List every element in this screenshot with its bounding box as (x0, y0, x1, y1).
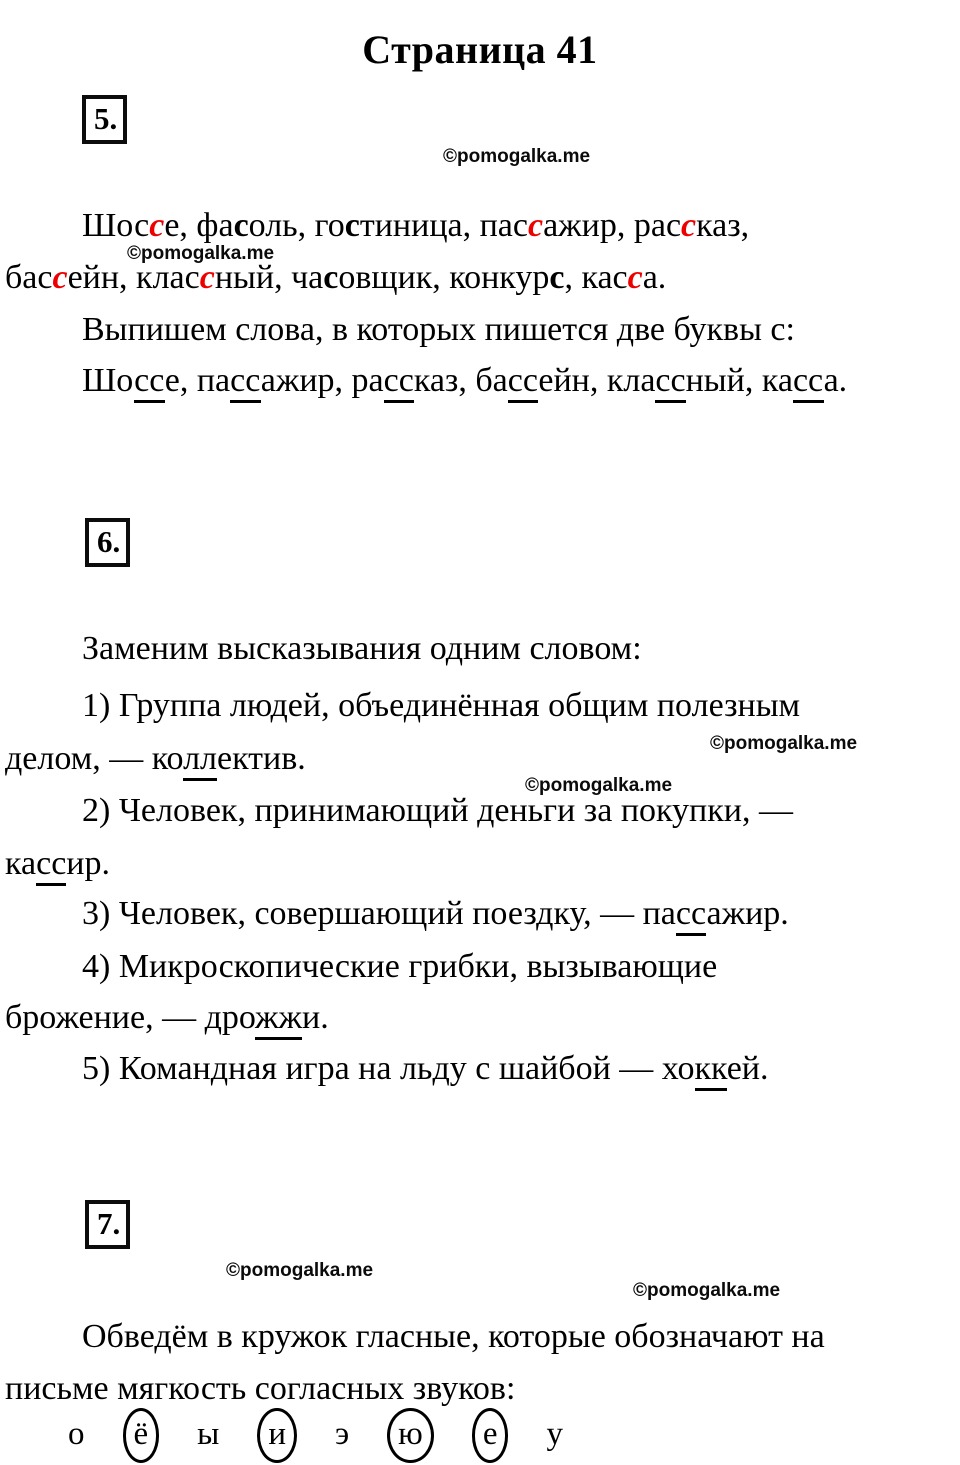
ex5-answer-words (82, 362, 847, 400)
text-segment: е, фа (164, 207, 234, 244)
text-segment-red: с (681, 207, 697, 244)
ex5-answer-intro (82, 311, 795, 349)
text-segment: ажир. (706, 895, 789, 932)
text-segment: ейн, кла (538, 362, 656, 399)
ex6-item3 (82, 895, 789, 933)
vowel-o: о (68, 1416, 85, 1452)
ex7-intro-line2 (5, 1370, 515, 1408)
ex6-item4-line2 (5, 999, 329, 1037)
text-segment: оль, го (248, 207, 345, 244)
text-segment-red: с (199, 259, 215, 296)
text-segment: 3) Человек, совершающий поездку, — па (82, 895, 676, 932)
text-segment-bold: с (344, 207, 360, 244)
text-segment: каз, ба (413, 362, 508, 399)
text-segment: ажир, ра (260, 362, 384, 399)
watermark-3: ©pomogalka.me (710, 733, 858, 754)
watermark-2: ©pomogalka.me (127, 243, 275, 264)
text-segment-und: сс (508, 362, 539, 403)
page-title: Страница 41 (362, 26, 598, 72)
text-segment: а. (642, 259, 667, 296)
text-segment-und: сс (36, 845, 66, 886)
text-segment: 4) Микроскопические грибки, вызывающие (82, 948, 718, 985)
text-segment: ейн, клас (67, 259, 200, 296)
text-segment-bold: с (233, 207, 249, 244)
text-segment: Заменим высказывания одним словом: (82, 630, 642, 667)
text-segment: тиница, пас (359, 207, 528, 244)
text-segment-red: с (527, 207, 544, 244)
ex6-intro (82, 630, 642, 668)
text-segment: 1) Группа людей, объединённая общим полезным (82, 687, 801, 724)
text-segment-und: сс (384, 362, 414, 403)
ex6-item5 (82, 1050, 769, 1088)
text-segment: , кас (564, 259, 628, 296)
ex5-words-line2 (5, 259, 666, 297)
ex6-item1-line1 (82, 687, 800, 725)
vowel-u: у (546, 1416, 563, 1452)
ex6-item2-line1 (82, 792, 793, 830)
text-segment: 5) Командная игра на льду с шайбой — хо (82, 1050, 695, 1087)
text-segment: письме мягкость согласных звуков: (5, 1370, 516, 1407)
text-segment: Шо (82, 362, 135, 399)
exercise-6-number: 6. (85, 518, 130, 567)
text-segment: брожение, — дро (5, 999, 256, 1036)
text-segment: Шос (82, 207, 150, 244)
text-segment-und: сс (655, 362, 685, 403)
text-segment: Выпишем слова, в которых пишется две буквы с: (82, 311, 795, 348)
ex6-item4-line1 (82, 948, 717, 986)
text-segment: овщик, конкур (338, 259, 550, 296)
vowel-y: ы (197, 1416, 220, 1452)
text-segment-und: лл (183, 740, 217, 781)
text-segment-und: сс (230, 362, 261, 403)
watermark-6: ©pomogalka.me (633, 1280, 781, 1301)
text-segment: е, па (164, 362, 231, 399)
text-segment: ажир, рас (543, 207, 682, 244)
text-segment-red: с (627, 259, 643, 296)
text-segment-bold: с (323, 259, 339, 296)
text-segment: Обведём в кружок гласные, которые обозначают на (82, 1318, 825, 1355)
ex6-item1-line2 (5, 740, 306, 778)
text-segment: ный, ча (214, 259, 324, 296)
watermark-1: ©pomogalka.me (443, 146, 591, 167)
text-segment: делом, — ко (5, 740, 184, 777)
text-segment-red: с (149, 207, 165, 244)
vowel-i-circled: и (257, 1408, 297, 1463)
text-segment: а. (823, 362, 848, 399)
text-segment: ей. (726, 1050, 769, 1087)
text-segment-red: с (52, 259, 68, 296)
text-segment: бас (5, 259, 53, 296)
text-segment-und: сс (793, 362, 824, 403)
vowel-ye-circled: е (472, 1408, 509, 1463)
ex7-vowels-row (68, 1408, 563, 1463)
text-segment: 2) Человек, принимающий деньги за покупки, — (82, 792, 793, 829)
text-segment: ный, ка (685, 362, 793, 399)
watermark-4: ©pomogalka.me (525, 775, 673, 796)
text-segment-und: жж (255, 999, 302, 1040)
vowel-yo-circled: ё (123, 1408, 160, 1463)
text-segment: ир. (66, 845, 110, 882)
exercise-7-number: 7. (85, 1200, 130, 1249)
text-segment: и. (302, 999, 329, 1036)
text-segment-und: сс (676, 895, 707, 936)
text-segment-und: кк (695, 1050, 727, 1091)
exercise-5-number: 5. (82, 95, 127, 144)
vowel-e-oborotnoe: э (335, 1416, 350, 1452)
text-segment: каз, (696, 207, 750, 244)
ex7-intro-line1 (82, 1318, 825, 1356)
text-segment-bold: с (549, 259, 565, 296)
ex5-words-line1 (82, 207, 749, 245)
text-segment-und: сс (134, 362, 165, 403)
vowel-yu-circled: ю (387, 1408, 434, 1463)
text-segment: ектив. (217, 740, 306, 777)
text-segment: ка (5, 845, 37, 882)
ex6-item2-line2 (5, 845, 110, 883)
watermark-5: ©pomogalka.me (226, 1260, 374, 1281)
